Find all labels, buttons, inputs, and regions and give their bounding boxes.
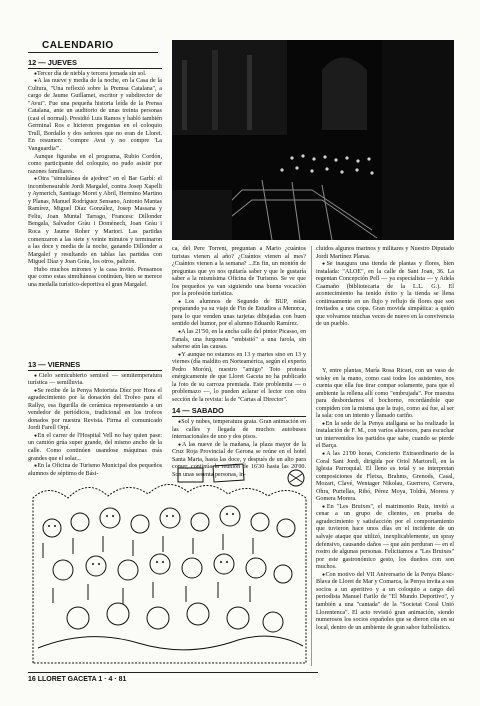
- paragraph: ● Cielo semicubierto semisol — semitemperatura turística — semilluvia.: [28, 373, 162, 388]
- paragraph: ● Se inaugura una tienda de plantas y flores, bien instalada: "ALOE", en la calle de Sant Joan, 36. La regentan Concepción Pell — ya especialista — y Adela Caamaño (bibliotecaria de la L.L. G.). El acontecimiento ha tenido éxito y la tienda se llena continuamente en un flujo y reflujo de flores que son invitados a una copa. Gran movida simpática: a quién que volvamos muchas veces de nuevo en la convivencia de un pueblo.: [316, 261, 454, 329]
- column-3-continued: [316, 368, 454, 688]
- paragraph: ● A las nueve y media de la noche, en la Casa de la Cultura, "Una reflexió sobre la Premsa Catalana", a cargo de Jaume Guillamet, escritor y subdirector de "Avui". Fue una pequeña historia leída de la Prensa Catalana, ante un auditorio de unas treinta personas (casi el normal). Presidió Luis Ramos y habló también Germinal Ros e hicieron preguntas en el coloquio Trull, Bordallo y dos señores que no eran de Lloret. En resumen: "compre Avui y no compre 'La Vanguardia'".: [28, 78, 162, 153]
- paragraph: ● En el carrer de l'Hospital Vell no hay quien pase: un camión grúa super grande, del mismo ancho de la calle. Como continúen usandose máquinas más grandes que el solar...: [28, 433, 162, 463]
- paragraph: ● Con motivo del VII Aniversario de la Penya Blanc-Blava de Lloret de Mar y Comarca, la Penya invita a sus socios a un aperitivo y a un coloquio a cargo del periodista Manuel Farilo de "El Mundo Deportivo", y también a una "cantada" de la "Societat Coral Unió Llorentenca". El acto revistió gran animación, siendo numerosos los socios españoles que se dieron cita en su local, dentro de un ambiente de gran sabor futbolístico.: [316, 572, 454, 632]
- cartoon-illustration: [28, 458, 310, 666]
- paragraph: ● Sol y nubes, temperatura grata. Gran animación en las calles y llegada de muchos autobuses internacionales de uno y dos pisos.: [172, 419, 306, 442]
- paragraph: cluidos algunos marinos y militares y Nuestro Diputado Jordi Martínez Planas.: [316, 246, 454, 260]
- paragraph: ● A las 21'00 horas, Concierto Extraordinario de la Coral Sant Jordi, dirigida por Oriol Martorell, en la Iglesia Parroquial. El lleno es total y se interpretan composiciones de Fletxa, Brahms, Grenods, Casal, Mozart, Clavé, Wentager Nikolau, Guerrero, Cervera, Ohra, Purtellas, Ribó, Pérez Moya, Toldrà, Morera y Gomera Morera.: [316, 451, 454, 504]
- title-rule: [28, 52, 158, 53]
- paragraph: Hubo muchos mirones y la casa invitó. Pensamos que como estas simultáneas continúen, bien se merece una medalla turístico-deportiva el gran Margalef.: [28, 266, 162, 288]
- column-2: [172, 246, 306, 478]
- column-1: [28, 56, 162, 381]
- page-footer: 16 LLORET GACETA 1 · 4 · 81: [28, 676, 127, 683]
- photo-image: [172, 40, 454, 240]
- paragraph: ● Tercer día de niebla y tercera jornada sin sol.: [28, 71, 162, 79]
- column-3: [316, 246, 454, 366]
- paragraph: ● A las nueve de la mañana, la plaza mayor de la Cruz Roja Provincial de Gerona se reúne en el hotel Santa Marta, hasta las doce, y después de un alto para comer, continúa la reunión de 16'30 hasta las 20'00. Son unas sesenta personas, in-: [172, 442, 306, 480]
- footer-rule: [28, 672, 318, 673]
- day-heading-sabado: 14 — SABADO: [172, 407, 306, 417]
- paragraph: ● En la sede de la Penya atallgana se ha realizado la instalación de F. M., con varios altavoces, para escuchar un intervenidos los partidos que sabe, cuando se pierde el Barça.: [316, 421, 454, 451]
- cartoon-drawing: [28, 458, 310, 666]
- paragraph: ● Se recibe de la Penya Motorista Díez por Hora el agradecimiento por la donación del Trofeo para el Rallye, esa figurilla de cerámica representando a un vendedor de periódicos, tradicional en los trofeos donados por nuestra Revista. Firma el comunicado Jordi Farell Orpí.: [28, 388, 162, 433]
- paragraph: ca, del Pere Torrent, preguntan a Mario ¿cuántos turistas vienen al año? ¿Cuántos vienen al mes? ¿Cuántos vienen a la semana? ...En fin, un montón de preguntas que yo nos quitaría saber y que le gustaría saber a la mismísima Oficina de Turismo. Se ve que los pequeños ya van siguiendo una buena vocación por la profesión turística.: [172, 246, 306, 298]
- day-heading-viernes: 13 — VIERNES: [28, 361, 162, 371]
- paragraph: ● A las 21'50, en la ancha calle del pintor Picasso, en Fanals, una furgoneta "embistió" a una farola, sin saberse aún las causas.: [172, 329, 306, 352]
- paragraph: ● En la Oficina de Turismo Municipal dos pequeños alumnos de séptimo de Bási-: [28, 463, 162, 478]
- column-1-continued: [28, 358, 162, 477]
- paragraph: ● Los alumnos de Segundo de BUP, están preparando ya su viaje de Fin de Estudios a Menorca, para lo que venden unas tarjetas dibujadas con buen sentido del humor, por el alumno Eduardo Ramírez.: [172, 299, 306, 329]
- concert-photo: [172, 40, 454, 240]
- paragraph: ● En "Les Bruixes", el matrimonio Ruiz, invitó a cenar a un grupo de clientes, en prueba de agradecimiento y satisfacción por el comportamiento que tuvieron hace unos días en el incidente de un salvaje ataque que utilizó, inexplicablemente, un spray defensivo, causando daños — que aún perduran — en el rostro de algunas personas. Felicitamos a "Les Bruixes" por este gastronómico gesto, los dueños con son muchos.: [316, 504, 454, 572]
- paragraph: Y, entre plantas, María Rosa Ricart, con un vaso de wisky en la mano, como casi todos los asistentes, nos cuenta que ella fue tirar compar solamente, para que el ambiente la rellena allí como "embrujada". Por muestra para desbordarnos el bochorno, recordándole que compiden con la misma que la trajo, como así fue, al ser la sala: con un intento y llamado cariño.: [316, 368, 454, 420]
- day-heading-jueves: 12 — JUEVES: [28, 59, 162, 69]
- section-title: CALENDARIO: [42, 40, 114, 51]
- column-divider: [311, 246, 312, 666]
- paragraph: ● Y aunque no estamos en 13 y martes sino en 13 y viernes (día maldito en Norteamérica, según el experto Pedro Morón), nuestro "amigo" Toto protesta enérgicamente de que Lloret Gaceta no ha publicado la foto de su carroza premiada. Este problemita — o problemazo —, lo pueden aclarar el lector con otra sección de la revista: la de "Cartas al Director".: [172, 352, 306, 405]
- paragraph: Aunque figuraba en el programa, Rubio Cordón, como participante del coloquio, no pudo asistir por razones familiares.: [28, 153, 162, 175]
- paragraph: ● Otra "simultánea de ajedrez" en el Bar Garbí: el incombensurable Jordi Margalef, contra Josep Xapelli y Aymerich, Santiago Moret y Abril, Hermino Martino y Planas, Manuel Rodríguez Sensano, Antonio Mantas Ramírez, Miguel Díaz González, Josep Massana y Feliu, Joan Muntal Tarrago, Francesc Dillonder Bengala, Salvador Gràu i Domènech, Joan Gràu i Roca y Jaume Roher y Martori. Las partidas comenzaron a las siete y veinte minutos y terminaron a las doce y media de la noche, ganando Dillonder a Margalef y resultando en tablas las partidas con Miguel Díaz y Joan Gràu, los otros, palizón.: [28, 176, 162, 267]
